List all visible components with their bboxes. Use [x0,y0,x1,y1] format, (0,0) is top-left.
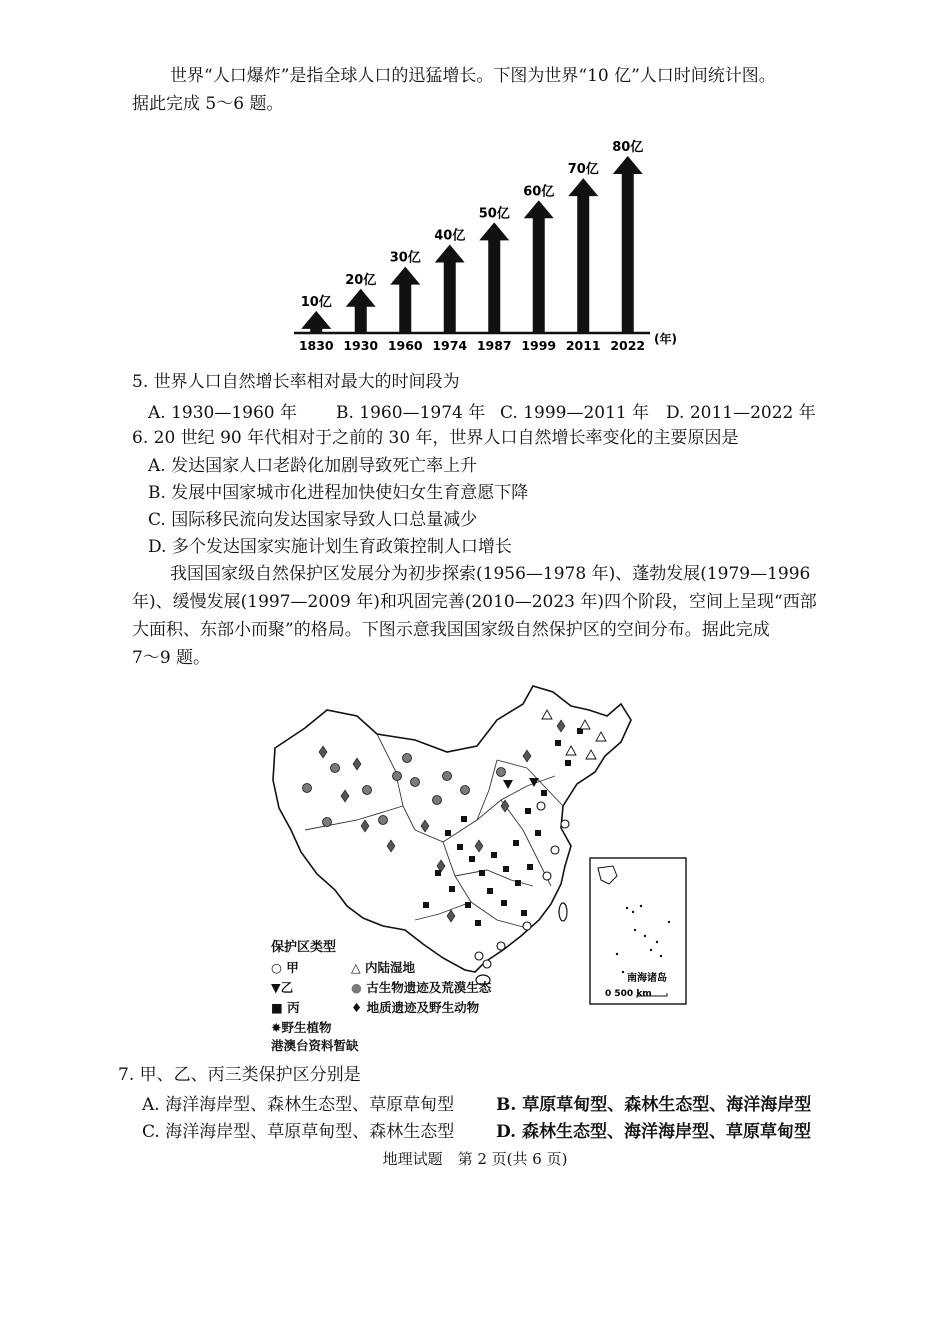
open-circle-icon: ○ [271,960,282,975]
data-label: 70亿 [567,162,599,178]
down-triangle-icon: ▼ [271,980,281,995]
legend-geo: ♦ 地质遗迹及野生动物 [351,1000,480,1015]
q5-option-c: C. 1999—2011 年 [500,403,650,423]
q7-option-b: B. 草原草甸型、森林生态型、海洋海岸型 [496,1095,812,1115]
bar-arrow [524,200,554,333]
x-tick-label: 1999 [521,338,557,353]
legend-bing: ■ 丙 [271,1000,300,1015]
legend-wild-plant: ✸野生植物 [271,1020,332,1035]
bar-arrow [479,222,509,333]
grey-circle-icon: ● [351,980,362,995]
bar-arrow [301,311,331,333]
q5-option-a: A. 1930—1960 年 [148,403,298,423]
q6-option-b: B. 发展中国家城市化进程加快使妇女生育意愿下降 [148,483,529,503]
legend-yi: ▼乙 [271,980,294,995]
legend-paleo: ● 古生物遗迹及荒漠生态 [351,980,492,995]
scale-bar-label: 0 500 km [605,989,652,999]
taiwan-island [559,903,567,921]
bar-arrow [346,289,376,333]
bar-arrow [568,178,598,333]
q7-stem: 7. 甲、乙、丙三类保护区分别是 [118,1065,361,1085]
q6-option-c: C. 国际移民流向发达国家导致人口总量减少 [148,510,478,530]
bar-arrow [390,267,420,333]
intro2-line4: 7～9 题。 [132,648,211,668]
star-icon: ✸ [271,1020,282,1035]
data-label: 80亿 [612,140,644,155]
square-icon: ■ [271,1000,283,1015]
q6-option-a: A. 发达国家人口老龄化加剧导致死亡率上升 [148,456,478,476]
x-tick-label: 2022 [610,338,646,353]
x-tick-label: 1830 [298,338,334,353]
triangle-icon: △ [351,960,361,975]
nature-reserve-map [265,680,705,1053]
q5-stem: 5. 世界人口自然增长率相对最大的时间段为 [132,372,460,392]
q7-option-a: A. 海洋海岸型、森林生态型、草原草甸型 [142,1095,455,1115]
data-label: 10亿 [300,294,332,310]
x-tick-label: 1960 [387,338,423,353]
q5-option-d: D. 2011—2022 年 [666,403,816,423]
q6-option-d: D. 多个发达国家实施计划生育政策控制人口增长 [148,537,512,557]
legend-note: 港澳台资料暂缺 [271,1038,359,1053]
x-axis-label: (年) [654,332,677,346]
inset-label: 南海诸岛 [627,973,667,984]
page-footer: 地理试题 第 2 页(共 6 页) [382,1150,568,1168]
intro2-line3: 大面积、东部小而聚”的格局。下图示意我国国家级自然保护区的空间分布。据此完成 [132,620,770,640]
data-label: 60亿 [523,184,555,200]
legend-jia: ○ 甲 [271,960,299,975]
q6-stem: 6. 20 世纪 90 年代相对于之前的 30 年，世界人口自然增长率变化的主要原因是 [132,428,739,448]
intro1-line2: 据此完成 5～6 题。 [132,94,284,114]
q7-option-c: C. 海洋海岸型、草原草甸型、森林生态型 [142,1122,455,1142]
population-milestone-chart [290,128,690,353]
intro2-line1: 我国国家级自然保护区发展分为初步探索(1956—1978 年)、蓬勃发展(1979—1996 [170,564,811,584]
diamond-icon: ♦ [351,1000,363,1015]
data-label: 40亿 [434,228,466,244]
data-label: 30亿 [389,250,421,266]
legend-title: 保护区类型 [271,940,337,955]
data-label: 20亿 [345,272,377,288]
x-tick-label: 2011 [565,338,601,353]
x-tick-label: 1930 [343,338,379,353]
bar-arrow [613,156,643,333]
intro1-line1: 世界“人口爆炸”是指全球人口的迅猛增长。下图为世界“10 亿”人口时间统计图。 [170,66,776,86]
q7-option-d: D. 森林生态型、海洋海岸型、草原草甸型 [496,1122,811,1142]
x-tick-label: 1987 [476,338,512,353]
q5-option-b: B. 1960—1974 年 [336,403,486,423]
data-label: 50亿 [478,206,510,222]
bar-arrow [435,245,465,334]
x-tick-label: 1974 [432,338,468,353]
legend-wetland: △ 内陆湿地 [351,960,415,975]
intro2-line2: 年)、缓慢发展(1997—2009 年)和巩固完善(2010—2023 年)四个阶段，空间上呈现“西部 [132,592,817,612]
